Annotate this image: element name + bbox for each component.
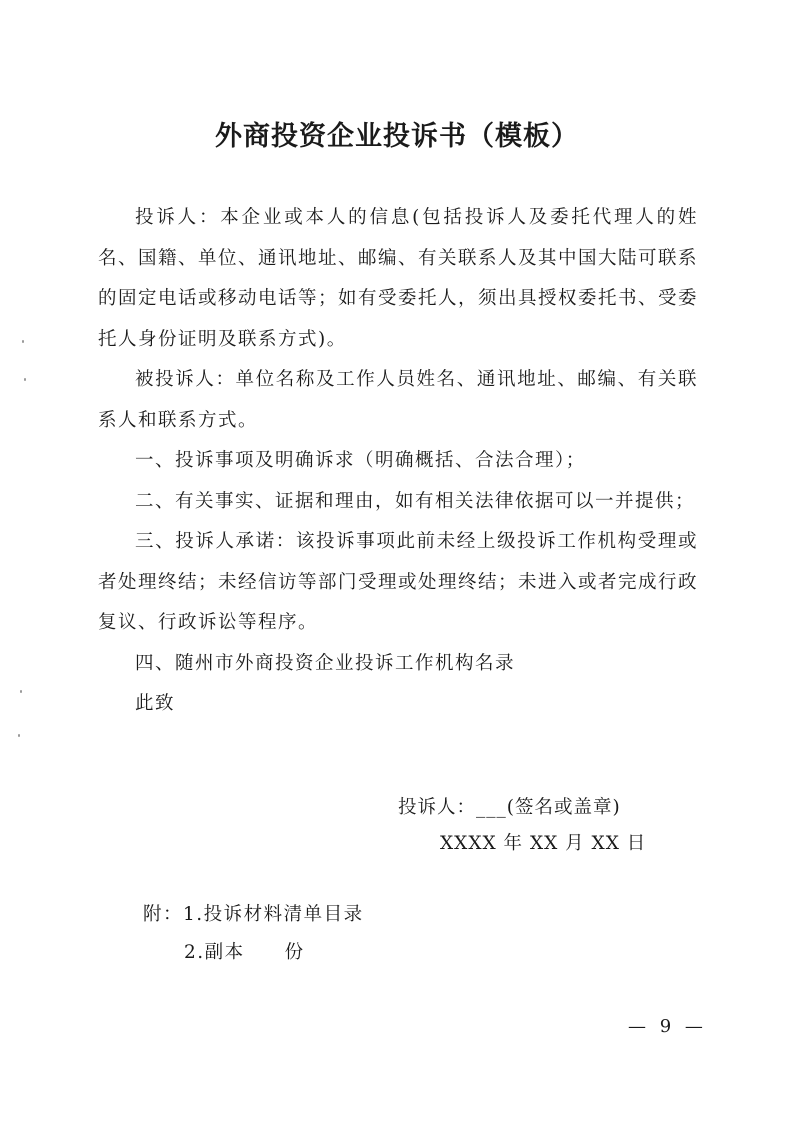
signature-line: 投诉人：___(签名或盖章) <box>398 797 621 818</box>
paragraph-item-2: 二、有关事实、证据和理由，如有相关法律依据可以一并提供； <box>135 490 696 512</box>
paragraph-item-1: 一、投诉事项及明确诉求（明确概括、合法合理）； <box>135 450 586 471</box>
scan-speck <box>20 690 22 693</box>
attachment-item-2: 2.副本 份 <box>184 942 305 963</box>
scan-speck <box>18 734 20 737</box>
scan-speck <box>22 340 24 343</box>
document-body <box>98 198 698 725</box>
paragraph-respondent: 被投诉人：单位名称及工作人员姓名、通讯地址、邮编、有关联系人和联系方式。 <box>98 369 698 431</box>
attachments <box>143 896 364 972</box>
scan-speck <box>24 378 26 381</box>
attachment-item-1: 附：1.投诉材料清单目录 <box>143 904 364 925</box>
paragraph-salutation: 此致 <box>135 693 176 714</box>
document-title: 外商投资企业投诉书（模板） <box>215 121 579 152</box>
page-number: — 9 — <box>628 1016 707 1037</box>
signature-block <box>398 790 646 862</box>
paragraph-complainant: 投诉人：本企业或本人的信息(包括投诉人及委托代理人的姓名、国籍、单位、通讯地址、邮编、有关联系人及其中国大陆可联系的固定电话或移动电话等；如有受委托人，须出具授权委托书、受委托人身份证明及联系方式)。 <box>98 207 699 350</box>
paragraph-item-3: 三、投诉人承诺：该投诉事项此前未经上级投诉工作机构受理或者处理终结；未经信访等部门受理或处理终结；未进入或者完成行政复议、行政诉讼等程序。 <box>98 531 699 633</box>
signature-date: XXXX 年 XX 月 XX 日 <box>440 833 647 854</box>
paragraph-item-4: 四、随州市外商投资企业投诉工作机构名录 <box>135 652 516 674</box>
